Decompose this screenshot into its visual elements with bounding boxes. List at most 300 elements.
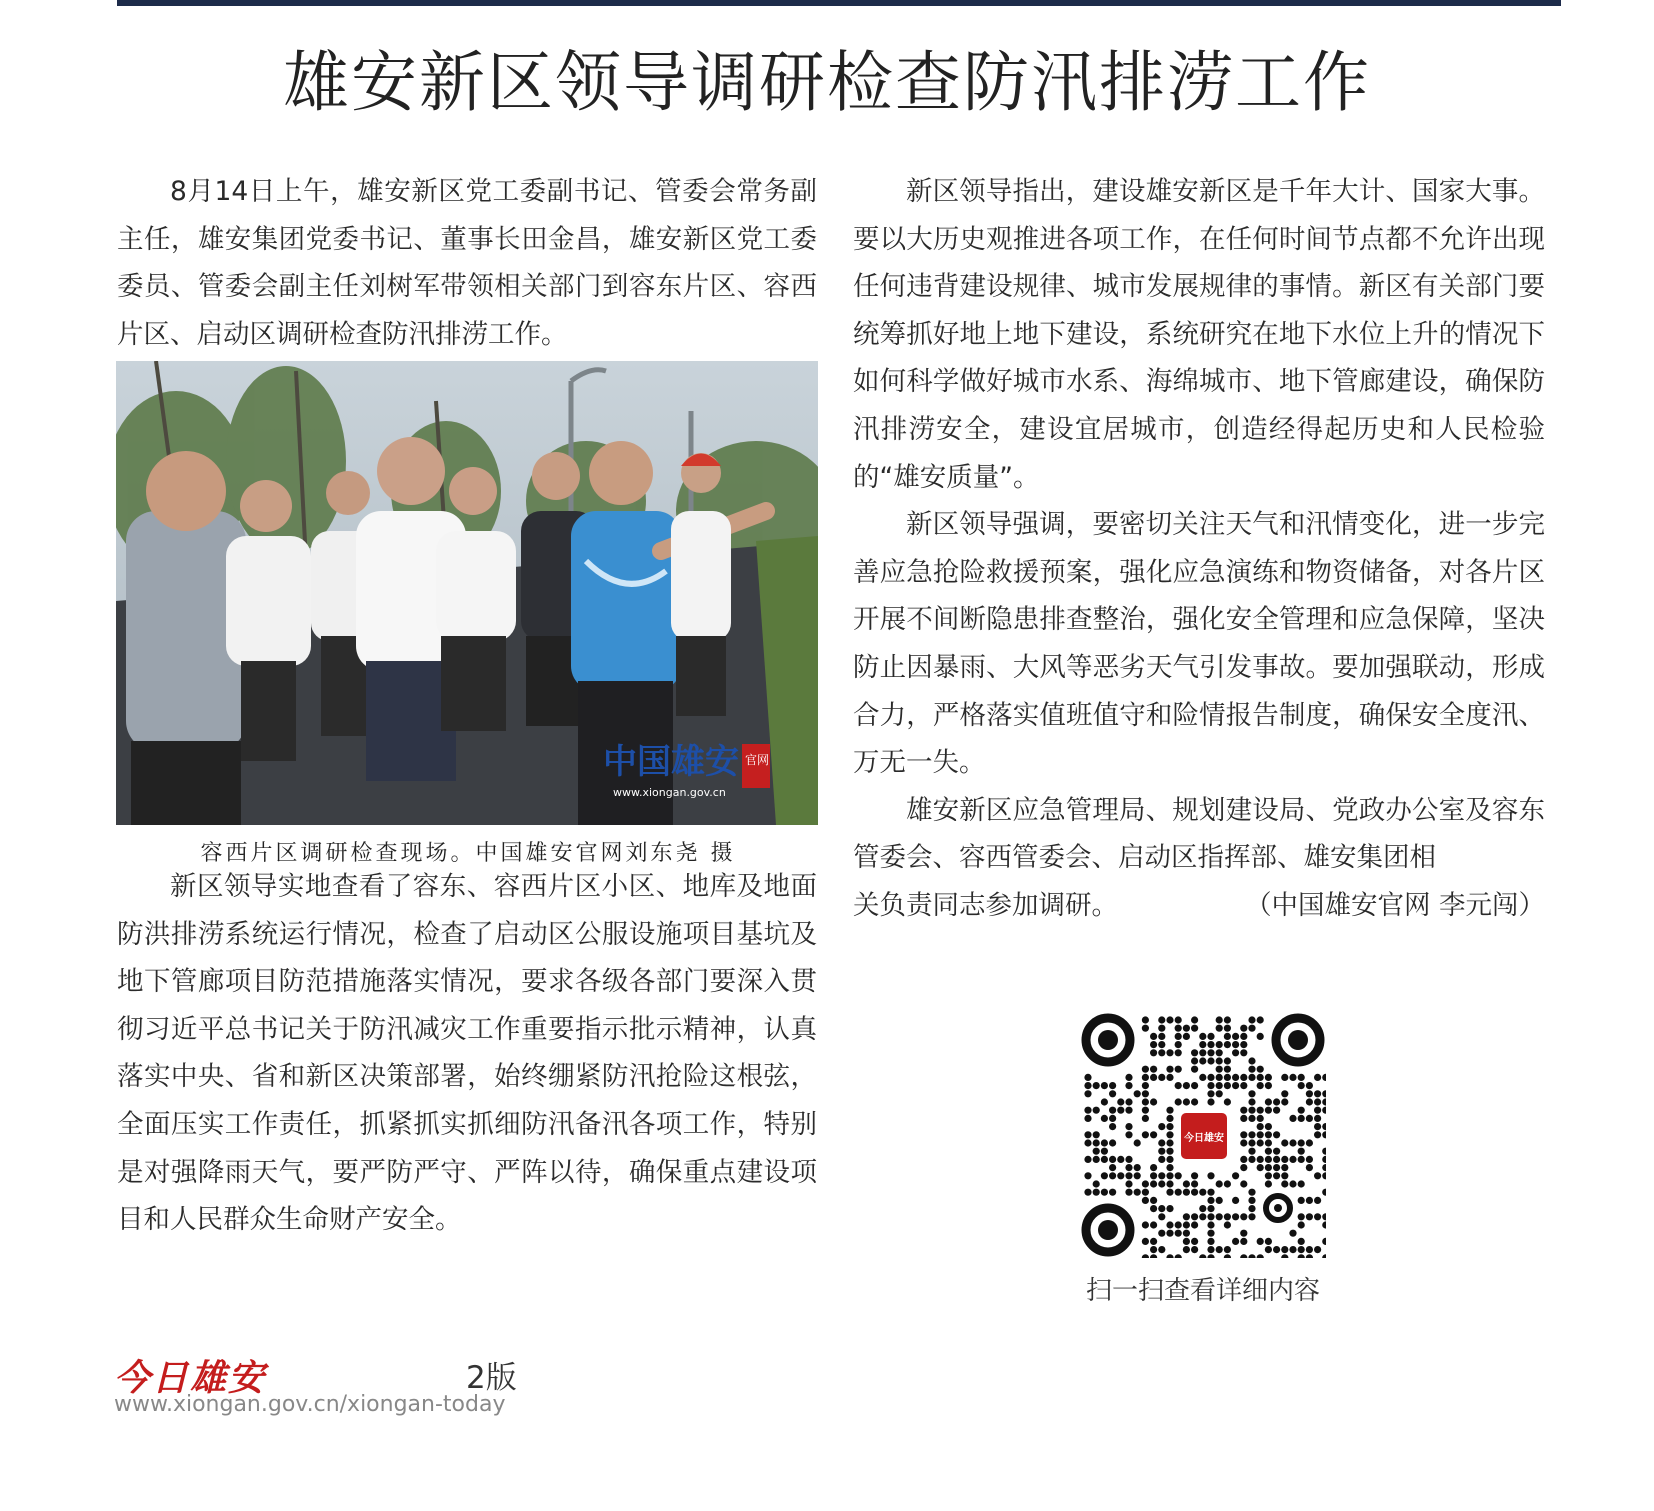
qr-module [1191, 1016, 1198, 1023]
qr-module [1084, 1156, 1091, 1163]
qr-module [1289, 1246, 1296, 1253]
qr-module [1248, 1205, 1255, 1212]
qr-module [1150, 1074, 1157, 1081]
qr-module [1314, 1246, 1321, 1253]
qr-module [1150, 1164, 1157, 1171]
qr-module [1191, 1172, 1198, 1179]
left-column-top [117, 168, 817, 358]
qr-module [1240, 1107, 1247, 1114]
qr-module [1191, 1189, 1198, 1196]
photo-caption: 容西片区调研检查现场。中国雄安官网刘东尧 摄 [200, 841, 736, 866]
qr-module [1207, 1098, 1214, 1105]
qr-module [1117, 1156, 1124, 1163]
top-rule [117, 0, 1561, 6]
qr-module [1273, 1164, 1280, 1171]
qr-module [1281, 1090, 1288, 1097]
qr-module [1281, 1098, 1288, 1105]
qr-module [1207, 1057, 1214, 1064]
qr-module [1306, 1197, 1313, 1204]
qr-module [1142, 1066, 1149, 1073]
qr-module [1265, 1172, 1272, 1179]
qr-module [1265, 1074, 1272, 1081]
qr-module [1265, 1107, 1272, 1114]
qr-module [1265, 1238, 1272, 1245]
qr-module [1093, 1180, 1100, 1187]
qr-module [1158, 1033, 1165, 1040]
qr-module [1224, 1098, 1231, 1105]
qr-module [1183, 1246, 1190, 1253]
qr-module [1224, 1057, 1231, 1064]
qr-module [1166, 1049, 1173, 1056]
qr-module [1191, 1082, 1198, 1089]
qr-module [1101, 1098, 1108, 1105]
qr-module [1248, 1025, 1255, 1032]
qr-code[interactable] [1080, 1012, 1326, 1258]
qr-module [1216, 1057, 1223, 1064]
qr-module [1240, 1074, 1247, 1081]
qr-module [1101, 1189, 1108, 1196]
qr-module [1248, 1090, 1255, 1097]
qr-module [1298, 1148, 1305, 1155]
qr-module [1224, 1025, 1231, 1032]
qr-module [1101, 1139, 1108, 1146]
qr-module [1207, 1033, 1214, 1040]
qr-center-label: 今日雄安 [1184, 1133, 1224, 1144]
qr-module [1248, 1107, 1255, 1114]
qr-module [1158, 1139, 1165, 1146]
qr-module [1166, 1156, 1173, 1163]
qr-module [1101, 1082, 1108, 1089]
qr-module [1257, 1156, 1264, 1163]
qr-module [1224, 1221, 1231, 1228]
qr-module [1166, 1205, 1173, 1212]
qr-module [1166, 1074, 1173, 1081]
qr-module [1273, 1172, 1280, 1179]
qr-module [1248, 1016, 1255, 1023]
qr-module [1289, 1156, 1296, 1163]
news-photo [116, 361, 818, 825]
qr-module [1306, 1246, 1313, 1253]
qr-module [1125, 1098, 1132, 1105]
qr-module [1224, 1074, 1231, 1081]
qr-module [1240, 1156, 1247, 1163]
qr-module [1281, 1164, 1288, 1171]
qr-module [1093, 1148, 1100, 1155]
qr-module [1191, 1049, 1198, 1056]
qr-module [1248, 1074, 1255, 1081]
qr-module [1240, 1238, 1247, 1245]
qr-module [1248, 1213, 1255, 1220]
footer-url[interactable]: www.xiongan.gov.cn/xiongan-today [114, 1392, 506, 1417]
qr-module [1158, 1205, 1165, 1212]
qr-module [1232, 1033, 1239, 1040]
qr-module [1289, 1115, 1296, 1122]
paragraph-4: 新区领导强调，要密切关注天气和汛情变化，进一步完善应急抢险救援预案，强化应急演练和物资储备，对各片区开展不间断隐患排查整治，强化安全管理和应急保障，坚决防止因暴雨、大风等恶劣天气引发事故。要加强联动，形成合力，严格落实值班值守和险情报告制度，确保安全度汛、万无一失。 [853, 509, 1545, 779]
qr-module [1224, 1066, 1231, 1073]
qr-module [1240, 1230, 1247, 1237]
qr-module [1298, 1107, 1305, 1114]
qr-module [1191, 1098, 1198, 1105]
qr-module [1166, 1115, 1173, 1122]
qr-module [1158, 1025, 1165, 1032]
qr-module [1150, 1172, 1157, 1179]
watermark-seal: 官网 [745, 753, 770, 767]
qr-module [1207, 1090, 1214, 1097]
qr-module [1150, 1221, 1157, 1228]
qr-module [1150, 1205, 1157, 1212]
qr-module [1166, 1221, 1173, 1228]
article-title: 雄安新区领导调研检查防汛排涝工作 [283, 44, 1371, 121]
qr-module [1281, 1172, 1288, 1179]
qr-module [1134, 1164, 1141, 1171]
qr-module [1199, 1205, 1206, 1212]
qr-module [1273, 1148, 1280, 1155]
qr-module [1298, 1213, 1305, 1220]
page-number: 2版 [466, 1360, 517, 1396]
qr-module [1216, 1074, 1223, 1081]
qr-module [1216, 1213, 1223, 1220]
qr-module [1216, 1049, 1223, 1056]
qr-module [1207, 1082, 1214, 1089]
qr-module [1142, 1189, 1149, 1196]
qr-module [1265, 1164, 1272, 1171]
qr-module [1175, 1230, 1182, 1237]
qr-module [1298, 1238, 1305, 1245]
qr-module [1216, 1066, 1223, 1073]
qr-module [1109, 1107, 1116, 1114]
qr-module [1273, 1156, 1280, 1163]
qr-module [1257, 1139, 1264, 1146]
qr-module [1142, 1025, 1149, 1032]
qr-module [1142, 1238, 1149, 1245]
qr-module [1298, 1197, 1305, 1204]
qr-module [1306, 1082, 1313, 1089]
qr-module [1191, 1246, 1198, 1253]
qr-module [1216, 1090, 1223, 1097]
qr-module [1306, 1098, 1313, 1105]
qr-module [1183, 1025, 1190, 1032]
qr-module [1166, 1172, 1173, 1179]
qr-module [1199, 1074, 1206, 1081]
qr-module [1281, 1139, 1288, 1146]
qr-module [1175, 1049, 1182, 1056]
qr-module [1093, 1107, 1100, 1114]
qr-module [1134, 1172, 1141, 1179]
watermark-url: www.xiongan.gov.cn [613, 786, 726, 799]
qr-module [1257, 1082, 1264, 1089]
qr-module [1216, 1082, 1223, 1089]
qr-module [1207, 1221, 1214, 1228]
qr-module [1142, 1115, 1149, 1122]
qr-module [1142, 1107, 1149, 1114]
qr-module [1084, 1115, 1091, 1122]
qr-module [1093, 1189, 1100, 1196]
qr-module [1109, 1156, 1116, 1163]
qr-module [1314, 1115, 1321, 1122]
qr-module [1289, 1230, 1296, 1237]
qr-module [1109, 1090, 1116, 1097]
qr-module [1224, 1016, 1231, 1023]
qr-module [1109, 1189, 1116, 1196]
qr-module [1273, 1246, 1280, 1253]
qr-module [1158, 1172, 1165, 1179]
qr-module [1175, 1172, 1182, 1179]
qr-module [1191, 1221, 1198, 1228]
qr-module [1273, 1098, 1280, 1105]
qr-module [1281, 1156, 1288, 1163]
qr-module [1142, 1197, 1149, 1204]
qr-module [1289, 1139, 1296, 1146]
qr-module [1257, 1164, 1264, 1171]
qr-module [1175, 1221, 1182, 1228]
qr-module [1224, 1082, 1231, 1089]
qr-module [1125, 1107, 1132, 1114]
qr-module [1166, 1123, 1173, 1130]
qr-module [1265, 1139, 1272, 1146]
qr-module [1265, 1098, 1272, 1105]
qr-module [1101, 1172, 1108, 1179]
byline: （中国雄安官网 李元闯） [1245, 889, 1545, 921]
qr-module [1142, 1074, 1149, 1081]
qr-module [1150, 1180, 1157, 1187]
qr-module [1240, 1213, 1247, 1220]
qr-module [1257, 1107, 1264, 1114]
qr-module [1240, 1033, 1247, 1040]
qr-module [1273, 1107, 1280, 1114]
qr-module [1134, 1139, 1141, 1146]
qr-module [1183, 1098, 1190, 1105]
qr-module [1158, 1148, 1165, 1155]
qr-module [1207, 1197, 1214, 1204]
qr-module [1232, 1238, 1239, 1245]
qr-module [1240, 1115, 1247, 1122]
qr-module [1257, 1115, 1264, 1122]
qr-module [1166, 1230, 1173, 1237]
qr-module [1175, 1066, 1182, 1073]
qr-module [1125, 1082, 1132, 1089]
qr-module [1248, 1057, 1255, 1064]
qr-module [1150, 1131, 1157, 1138]
qr-module [1240, 1082, 1247, 1089]
qr-module [1175, 1189, 1182, 1196]
qr-module [1257, 1074, 1264, 1081]
qr-module [1158, 1213, 1165, 1220]
qr-module [1306, 1213, 1313, 1220]
qr-module [1166, 1164, 1173, 1171]
qr-module [1314, 1197, 1321, 1204]
qr-module [1093, 1139, 1100, 1146]
qr-module [1281, 1180, 1288, 1187]
qr-module [1191, 1066, 1198, 1073]
paragraph-5-tail: 关负责同志参加调研。 [853, 889, 1118, 921]
qr-module [1166, 1107, 1173, 1114]
qr-module [1248, 1189, 1255, 1196]
qr-module [1175, 1016, 1182, 1023]
qr-module [1125, 1131, 1132, 1138]
qr-module [1084, 1090, 1091, 1097]
qr-module [1150, 1066, 1157, 1073]
qr-module [1248, 1098, 1255, 1105]
qr-module [1257, 1016, 1264, 1023]
qr-module [1166, 1189, 1173, 1196]
qr-module [1150, 1033, 1157, 1040]
qr-module [1298, 1139, 1305, 1146]
qr-module [1175, 1025, 1182, 1032]
qr-module [1125, 1164, 1132, 1171]
qr-module [1314, 1107, 1321, 1114]
qr-module [1257, 1123, 1264, 1130]
qr-module [1314, 1074, 1321, 1081]
qr-module [1199, 1041, 1206, 1048]
qr-module [1240, 1049, 1247, 1056]
qr-module [1166, 1131, 1173, 1138]
qr-module [1248, 1115, 1255, 1122]
qr-module [1298, 1156, 1305, 1163]
qr-module [1207, 1049, 1214, 1056]
qr-module [1232, 1074, 1239, 1081]
qr-code-graphic [1080, 1012, 1326, 1258]
qr-module [1166, 1180, 1173, 1187]
qr-module [1142, 1221, 1149, 1228]
qr-module [1158, 1246, 1165, 1253]
qr-module [1093, 1082, 1100, 1089]
qr-module [1142, 1016, 1149, 1023]
qr-module [1175, 1033, 1182, 1040]
qr-module [1084, 1082, 1091, 1089]
qr-module [1248, 1156, 1255, 1163]
qr-module [1298, 1180, 1305, 1187]
qr-module [1207, 1213, 1214, 1220]
qr-module [1224, 1213, 1231, 1220]
qr-module [1314, 1213, 1321, 1220]
qr-module [1232, 1213, 1239, 1220]
qr-module [1117, 1172, 1124, 1179]
qr-module [1109, 1082, 1116, 1089]
qr-module [1240, 1025, 1247, 1032]
watermark-title: 中国雄安 [603, 742, 739, 782]
qr-module [1207, 1074, 1214, 1081]
qr-module [1109, 1123, 1116, 1130]
qr-module [1084, 1189, 1091, 1196]
qr-module [1240, 1041, 1247, 1048]
qr-module [1158, 1074, 1165, 1081]
qr-module [1265, 1148, 1272, 1155]
closing-line [853, 882, 1545, 930]
qr-module [1183, 1082, 1190, 1089]
qr-module [1158, 1123, 1165, 1130]
qr-module [1306, 1115, 1313, 1122]
qr-module [1207, 1246, 1214, 1253]
paragraph-5: 雄安新区应急管理局、规划建设局、党政办公室及容东管委会、容西管委会、启动区指挥部、雄安集团相 [853, 794, 1545, 874]
qr-module [1117, 1098, 1124, 1105]
qr-module [1298, 1246, 1305, 1253]
qr-module [1257, 1033, 1264, 1040]
qr-module [1232, 1049, 1239, 1056]
qr-module [1248, 1131, 1255, 1138]
qr-module [1207, 1230, 1214, 1237]
qr-module [1150, 1041, 1157, 1048]
qr-module [1158, 1156, 1165, 1163]
qr-module [1125, 1123, 1132, 1130]
qr-module [1199, 1057, 1206, 1064]
qr-module [1216, 1016, 1223, 1023]
paragraph-2: 新区领导实地查看了容东、容西片区小区、地库及地面防洪排涝系统运行情况，检查了启动区公服设施项目基坑及地下管廊项目防范措施落实情况，要求各级各部门要深入贯彻习近平总书记关于防汛减灾工作重要指示批示精神，认真落实中央、省和新区决策部署，始终绷紧防汛抢险这根弦，全面压实工作责任，抓紧抓实抓细防汛备汛各项工作，特别是对强降雨天气，要严防严守、严阵以待，确保重点建设项目和人民群众生命财产安全。 [117, 871, 817, 1236]
qr-module [1183, 1221, 1190, 1228]
qr-module [1265, 1156, 1272, 1163]
qr-module [1142, 1180, 1149, 1187]
qr-module [1183, 1238, 1190, 1245]
qr-module [1306, 1090, 1313, 1097]
qr-module [1207, 1172, 1214, 1179]
qr-module [1232, 1172, 1239, 1179]
qr-module [1142, 1090, 1149, 1097]
qr-module [1142, 1082, 1149, 1089]
qr-module [1289, 1074, 1296, 1081]
qr-module [1281, 1074, 1288, 1081]
qr-module [1125, 1156, 1132, 1163]
paragraph-3: 新区领导指出，建设雄安新区是千年大计、国家大事。要以大历史观推进各项工作，在任何时间节点都不允许出现任何违背建设规律、城市发展规律的事情。新区有关部门要统筹抓好地上地下建设，系统研究在地下水位上升的情况下如何科学做好城市水系、海绵城市、地下管廊建设，确保防汛排涝安全，建设宜居城市，创造经得起历史和人民检验的“雄安质量”。 [853, 176, 1545, 493]
qr-module [1084, 1131, 1091, 1138]
qr-module [1150, 1197, 1157, 1204]
qr-module [1232, 1197, 1239, 1204]
qr-module [1101, 1156, 1108, 1163]
qr-module [1109, 1172, 1116, 1179]
qr-module [1216, 1041, 1223, 1048]
qr-module [1093, 1131, 1100, 1138]
qr-module [1199, 1033, 1206, 1040]
qr-module [1084, 1139, 1091, 1146]
qr-caption: 扫一扫查看详细内容 [1085, 1276, 1320, 1306]
qr-module [1306, 1156, 1313, 1163]
qr-module [1117, 1107, 1124, 1114]
qr-module [1240, 1164, 1247, 1171]
qr-module [1265, 1246, 1272, 1253]
qr-module [1257, 1131, 1264, 1138]
qr-module [1216, 1197, 1223, 1204]
qr-module [1191, 1213, 1198, 1220]
qr-module [1191, 1057, 1198, 1064]
qr-module [1298, 1082, 1305, 1089]
qr-module [1207, 1205, 1214, 1212]
qr-module [1158, 1049, 1165, 1056]
qr-module [1158, 1016, 1165, 1023]
qr-module [1158, 1180, 1165, 1187]
qr-module [1109, 1115, 1116, 1122]
qr-module [1240, 1180, 1247, 1187]
qr-module [1265, 1082, 1272, 1089]
left-column-bottom [117, 863, 817, 1244]
qr-module [1158, 1041, 1165, 1048]
qr-module [1183, 1180, 1190, 1187]
qr-module [1142, 1131, 1149, 1138]
qr-module [1150, 1049, 1157, 1056]
qr-module [1150, 1238, 1157, 1245]
qr-module [1191, 1238, 1198, 1245]
qr-module [1183, 1033, 1190, 1040]
qr-module [1134, 1090, 1141, 1097]
qr-module [1142, 1098, 1149, 1105]
right-column [853, 168, 1545, 930]
qr-module [1257, 1066, 1264, 1073]
qr-module [1134, 1189, 1141, 1196]
qr-module [1265, 1131, 1272, 1138]
qr-module [1093, 1156, 1100, 1163]
qr-module [1306, 1164, 1313, 1171]
qr-module [1166, 1066, 1173, 1073]
qr-module [1207, 1238, 1214, 1245]
qr-module [1248, 1139, 1255, 1146]
qr-module [1232, 1082, 1239, 1089]
